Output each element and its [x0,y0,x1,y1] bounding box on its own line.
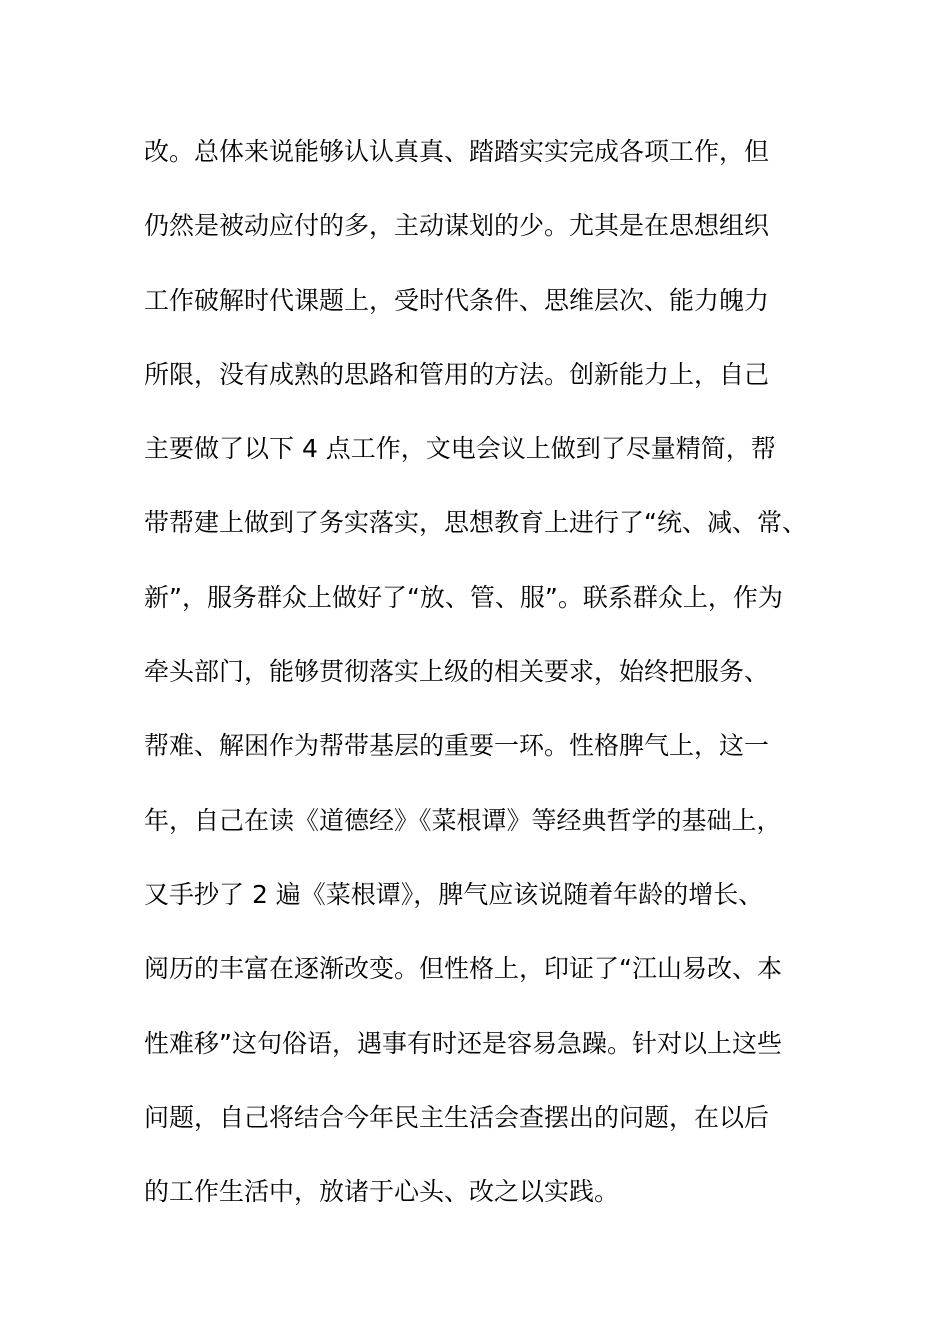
text-line: 所限，没有成熟的思路和管用的方法。创新能力上，自己 [144,359,770,389]
body-paragraph [144,130,824,1244]
text-line: 问题，自己将结合今年民主生活会查摆出的问题，在以后 [144,1102,770,1132]
text-line: 主要做了以下 4 点工作，文电会议上做到了尽量精简，帮 [144,434,776,464]
text-line: 仍然是被动应付的多，主动谋划的少。尤其是在思想组织 [144,211,770,241]
text-line: 性难移”这句俗语，遇事有时还是容易急躁。针对以上这些 [144,1028,782,1058]
text-line: 改。总体来说能够认认真真、踏踏实实完成各项工作，但 [144,137,770,166]
text-line: 帮难、解困作为帮带基层的重要一环。性格脾气上，这一 [144,731,770,761]
text-line: 年，自己在读《道德经》《菜根谭》等经典哲学的基础上， [144,805,782,835]
text-line: 带帮建上做到了务实落实，思想教育上进行了“统、减、常、 [144,508,807,538]
text-line: 的工作生活中，放诸于心头、改之以实践。 [144,1177,620,1207]
text-line: 牵头部门，能够贯彻落实上级的相关要求，始终把服务、 [144,657,770,687]
text-line: 新”，服务群众上做好了“放、管、服”。联系群众上，作为 [144,582,783,612]
text-line: 工作破解时代课题上，受时代条件、思维层次、能力魄力 [144,285,770,315]
text-line: 阅历的丰富在逐渐改变。但性格上，印证了“江山易改、本 [144,954,782,984]
text-line: 又手抄了 2 遍《菜根谭》，脾气应该说随着年龄的增长、 [144,879,764,909]
